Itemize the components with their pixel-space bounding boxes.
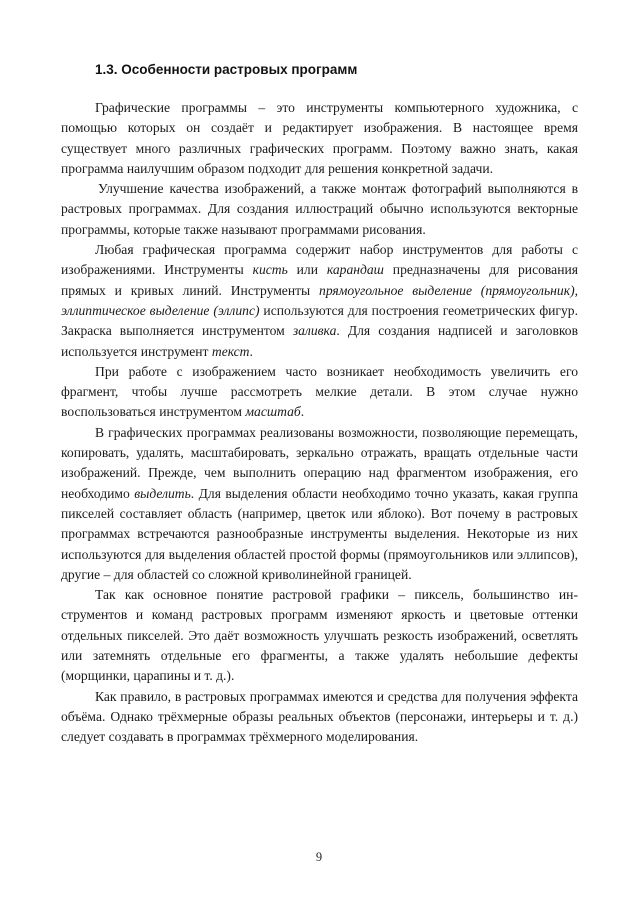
text-run: или <box>287 262 327 278</box>
tool-name-fill: заливка <box>292 323 337 339</box>
paragraph-2 <box>61 179 578 240</box>
tool-name-rect-select: прямоугольное выделение (прямоугольник) <box>319 282 575 298</box>
paragraph-1 <box>61 98 578 179</box>
text-run: Любая графическая программа содержит набор инструментов для работы с изображениями. Инструменты <box>61 242 578 278</box>
paragraph-text: Как правило, в растровых программах имеются и средства для получения эффекта объёма. Однако трёхмерные образы реальных объектов (персонажи, интерьеры и т. д.) следует создавать в программах трёхмерного моделирования. <box>61 688 578 745</box>
tool-name-zoom: масштаб <box>245 404 301 420</box>
paragraph-4 <box>61 362 578 423</box>
body-text <box>61 98 578 748</box>
tool-name-text: текст <box>211 343 250 359</box>
text-run: . <box>300 404 305 420</box>
text-run: В графических программах реализованы возможности, позволяющие перемещать, копировать, удалять, масштабировать, зеркально отражать, вращать отдельные части изображений. Прежде, чем выполнить операцию над фрагментом изображения, его необходимо <box>61 424 578 501</box>
paragraph-text: Улучшение качества изображений, а также монтаж фотографий выполняются в растровых программах. Для создания иллюстраций обычно используются векторные программы, которые также называют программами рисования. <box>61 181 578 237</box>
text-run: . Для выделения области необходимо точно указать, какая группа пикселей составляет область (например, цветок или яблоко). Вот почему в растровых программах встречаются разнообразные инструменты выделения. Некоторые из них используются для выделения областей простой формы (прямоугольников или эллипсов), другие – для областей со сложной криволинейной границей. <box>61 485 578 582</box>
page-number: 9 <box>315 850 323 864</box>
paragraph-3 <box>61 240 578 362</box>
paragraph-6 <box>61 585 578 686</box>
text-run: предназначены для рисования прямых и кривых линий. Инструменты <box>61 262 578 298</box>
text-run: При работе с изображением часто возникает необходимость увеличить его фрагмент, чтобы лучше рассмотреть мелкие детали. В этом случае нужно воспользоваться инструментом <box>61 363 578 420</box>
tool-name-brush: кисть <box>252 262 288 278</box>
paragraph-5 <box>61 423 578 585</box>
text-run: , <box>574 282 578 298</box>
tool-name-ellipse-select: эллиптическое выделение (эллипс) <box>61 302 260 318</box>
text-run: . <box>249 343 253 359</box>
text-run: . Для создания надписей и заголовков используется инструмент <box>61 323 578 359</box>
paragraph-text: Так как основное понятие растровой графики – пиксель, большинство инструментов и команд растровых программ изменяют яркость и цветовые оттенки отдельных пикселей. Это даёт возможность улучшать резкость изображений, осветлять или затемнять отдельные его фрагменты, а также удалять небольшие дефекты (морщинки, царапины и т. д.). <box>61 587 578 684</box>
text-run: используются для построения геометрических фигур. Закраска выполняется инструментом <box>61 302 578 339</box>
paragraph-text: Графические программы – это инструменты компьютерного художника, с помощью которых он создаёт и редактирует изображения. В настоящее время существует много различных графических программ. Поэтому важно знать, какая программа наилучшим образом подходит для решения конкретной задачи. <box>61 100 578 176</box>
paragraph-7 <box>61 687 578 748</box>
tool-name-pencil: карандаш <box>326 262 384 278</box>
term-select: выделить <box>134 485 191 501</box>
section-heading: 1.3. Особенности растровых программ <box>95 62 358 77</box>
